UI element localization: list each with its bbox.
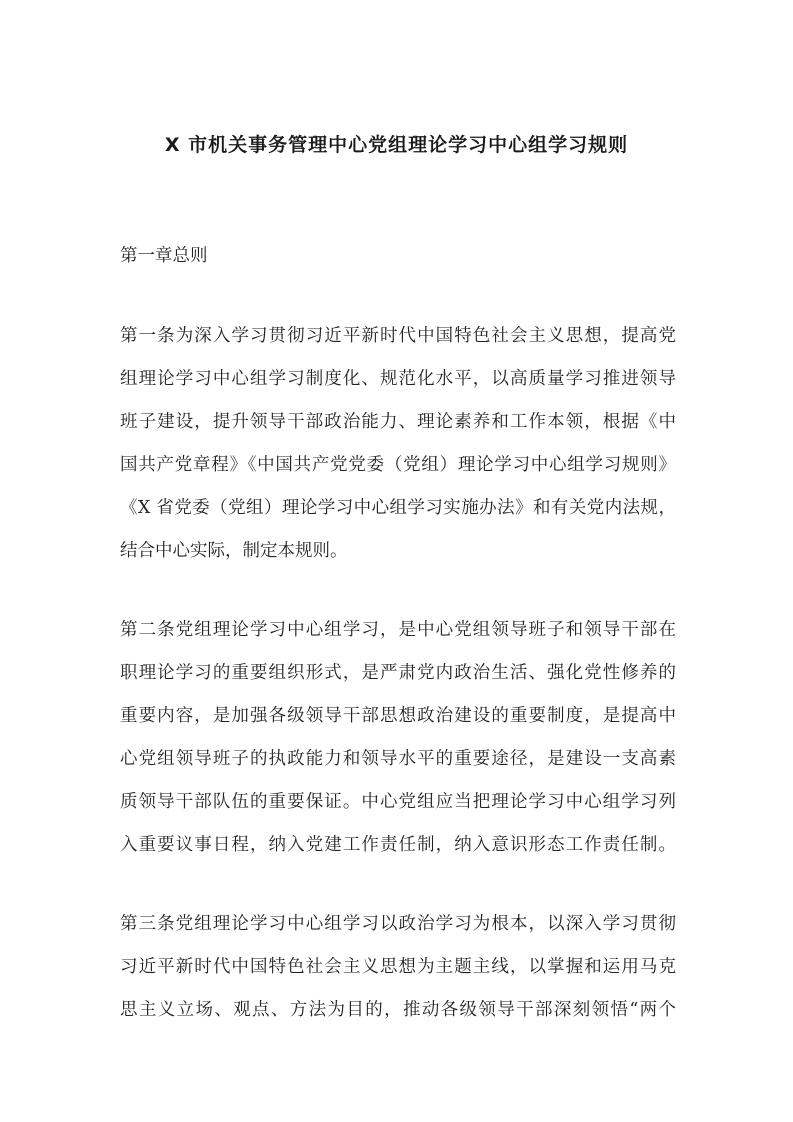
paragraph-line: 第一条为深入学习贯彻习近平新时代中国特色社会主义思想，提高党 — [120, 326, 676, 346]
chapter-heading: 第一章总则 — [120, 246, 208, 266]
paragraph-line: 第三条党组理论学习中心组学习以政治学习为根本，以深入学习贯彻 — [120, 914, 676, 934]
paragraph-line: 职理论学习的重要组织形式，是严肃党内政治生活、强化党性修养的 — [120, 663, 676, 683]
paragraph-line: 心党组领导班子的执政能力和领导水平的重要途径，是建设一支高素 — [120, 749, 676, 769]
paragraph-line: 结合中心实际，制定本规则。 — [120, 541, 348, 561]
paragraph-line: 班子建设，提升领导干部政治能力、理论素养和工作本领，根据《中 — [120, 412, 676, 432]
paragraph-line: 思主义立场、观点、方法为目的，推动各级领导干部深刻领悟“两个 — [120, 1000, 676, 1020]
paragraph-line: 《X 省党委（党组）理论学习中心组学习实施办法》和有关党内法规， — [120, 498, 676, 518]
paragraph-line: 重要内容，是加强各级领导干部思想政治建设的重要制度，是提高中 — [120, 706, 676, 726]
paragraph-line: 第二条党组理论学习中心组学习，是中心党组领导班子和领导干部在 — [120, 620, 676, 640]
paragraph-line: 入重要议事日程，纳入党建工作责任制，纳入意识形态工作责任制。 — [120, 835, 676, 855]
document-title: X 市机关事务管理中心党组理论学习中心组学习规则 — [164, 134, 629, 156]
paragraph-line: 习近平新时代中国特色社会主义思想为主题主线，以掌握和运用马克 — [120, 957, 676, 977]
paragraph-line: 国共产党章程》《中国共产党党委（党组）理论学习中心组学习规则》 — [120, 455, 676, 475]
paragraph-line: 质领导干部队伍的重要保证。中心党组应当把理论学习中心组学习列 — [120, 792, 676, 812]
paragraph-line: 组理论学习中心组学习制度化、规范化水平，以高质量学习推进领导 — [120, 369, 676, 389]
